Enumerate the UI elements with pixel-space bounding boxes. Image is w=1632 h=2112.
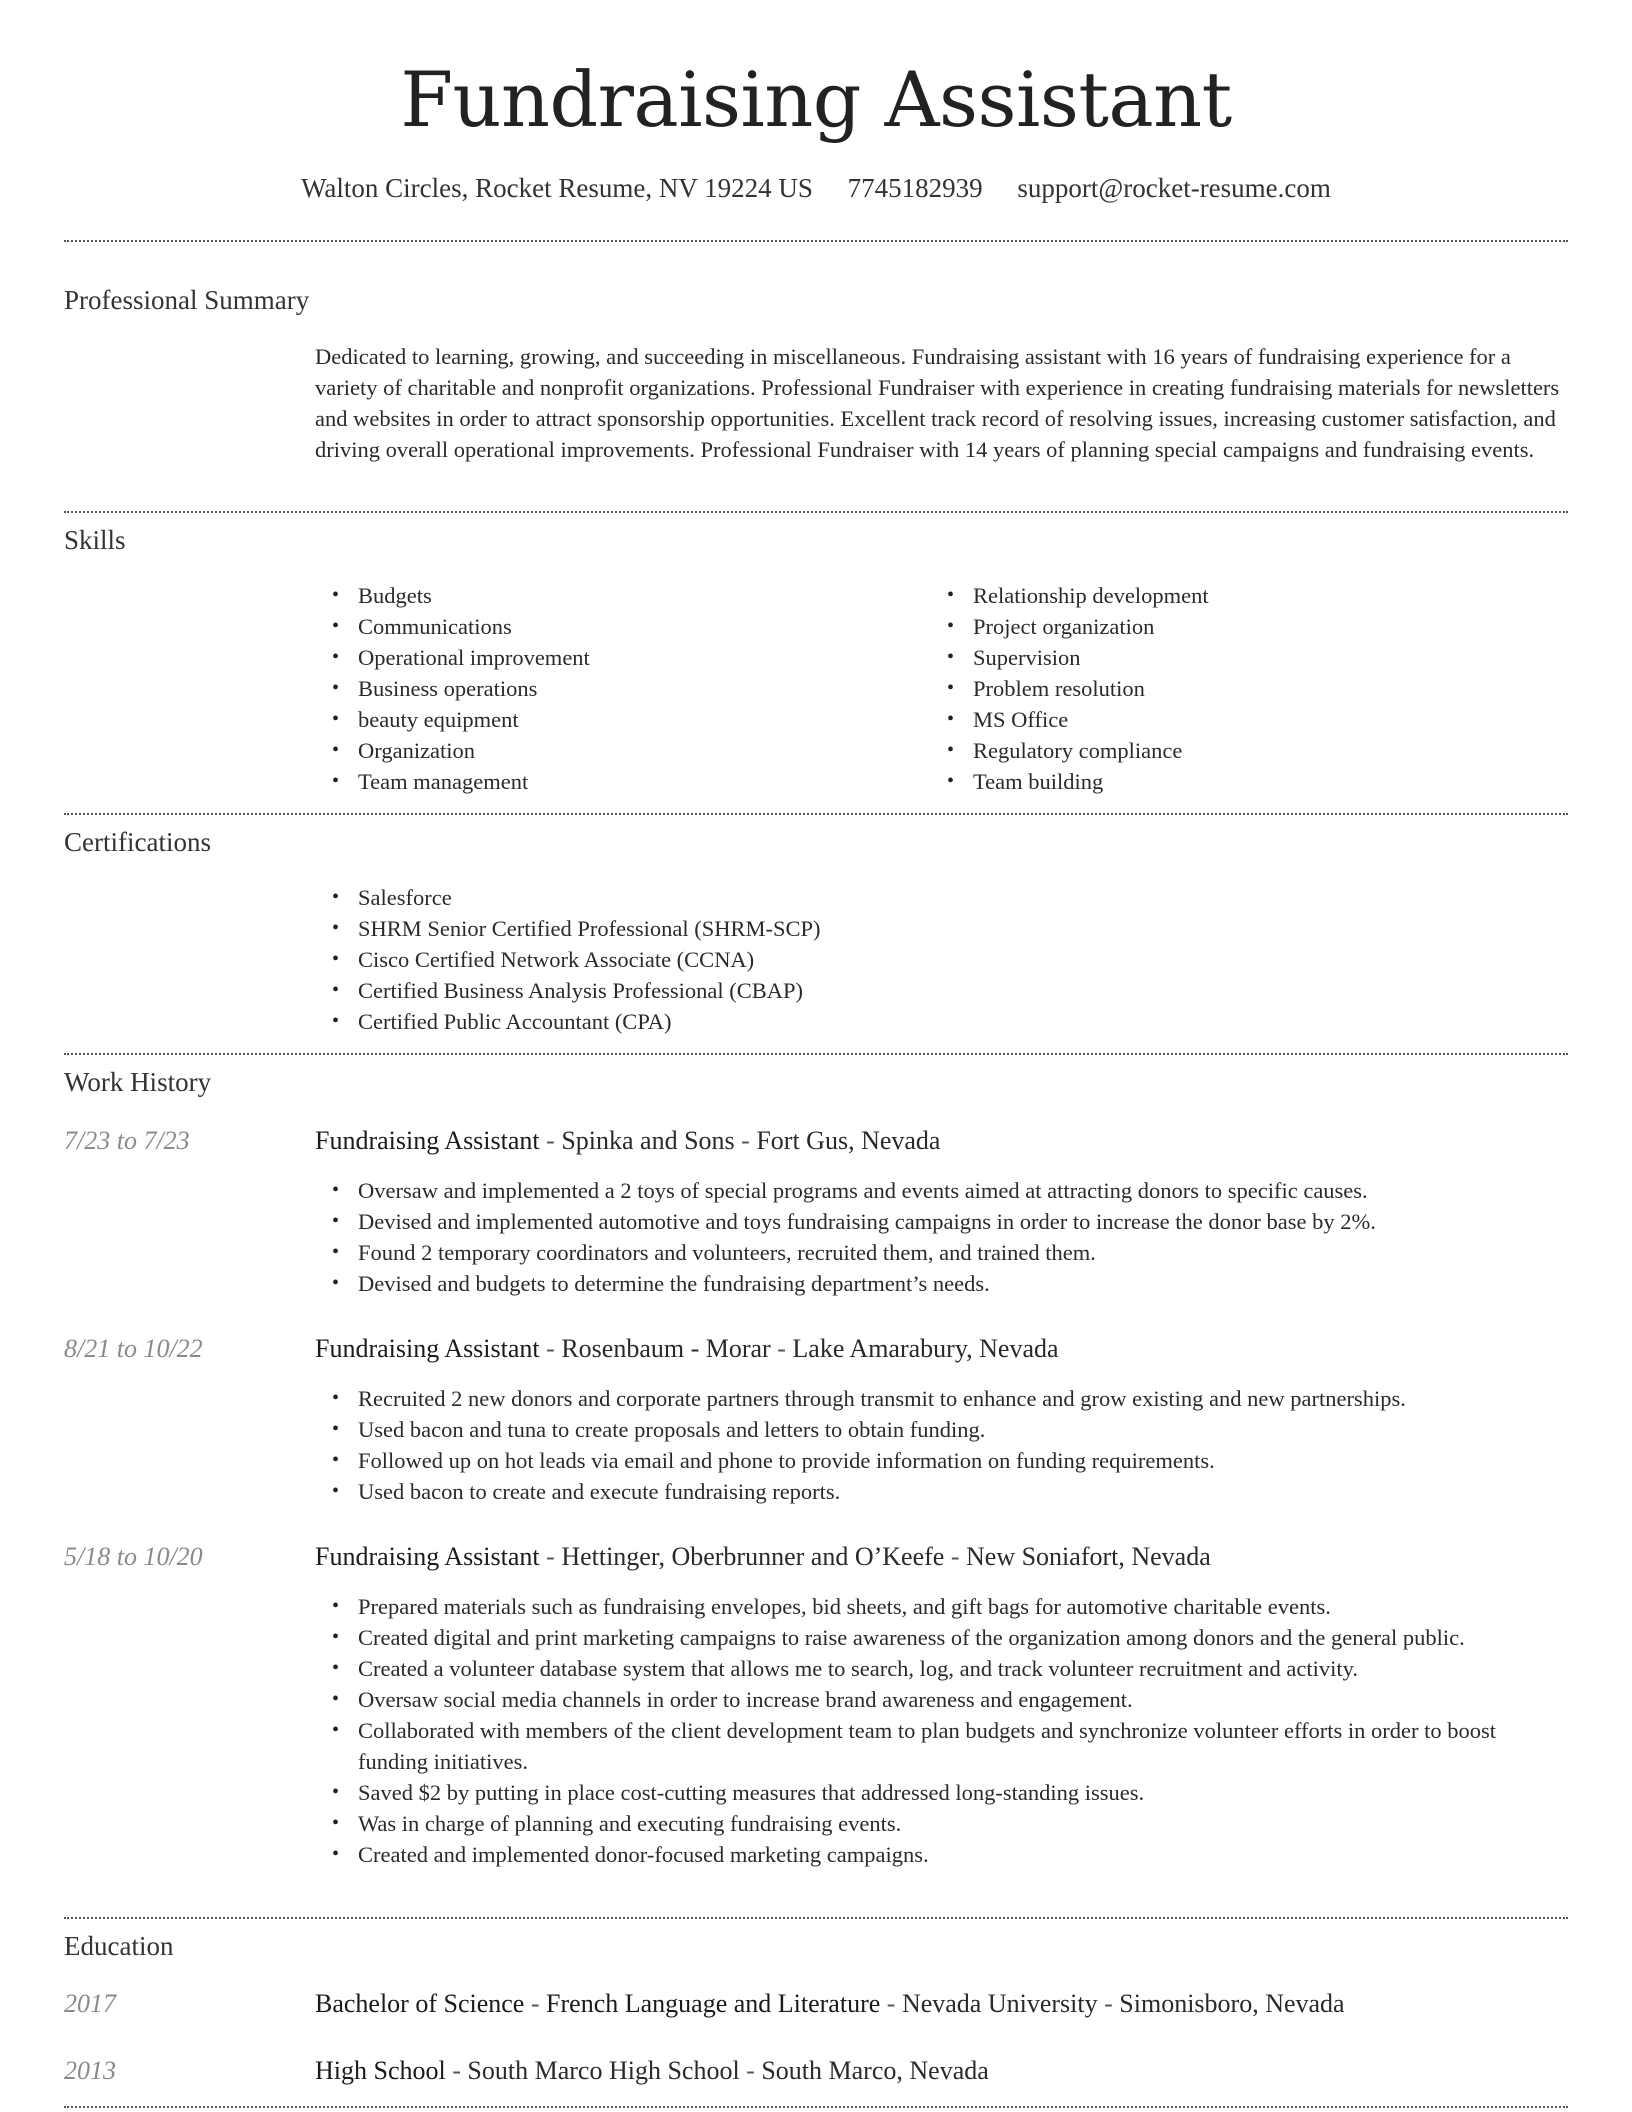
education-separator: - [524, 1989, 547, 2018]
job-role: Fundraising Assistant [315, 1542, 540, 1571]
duty-item: • Followed up on hot leads via email and phone to provide information on funding requirements. [315, 1445, 1565, 1476]
education-location: South Marco, Nevada [761, 2056, 989, 2085]
job-dates: 8/21 to 10/22 [64, 1334, 203, 1363]
job-location: Fort Gus, Nevada [756, 1126, 941, 1155]
contact-email: support@rocket-resume.com [1017, 173, 1331, 203]
skill-item: • Relationship development [930, 580, 1530, 611]
resume-name-heading: Fundraising Assistant [400, 55, 1232, 144]
skill-item: • Supervision [930, 642, 1530, 673]
education-year: 2017 [64, 1989, 116, 2018]
duty-item: • Was in charge of planning and executing fundraising events. [315, 1808, 1565, 1839]
job-location: New Soniafort, Nevada [966, 1542, 1211, 1571]
education-separator: - [1097, 1989, 1120, 2018]
section-title-skills: Skills [64, 525, 126, 555]
duty-item: • Oversaw social media channels in order to increase brand awareness and engagement. [315, 1684, 1565, 1715]
education-separator: - [739, 2056, 762, 2085]
duty-item: • Created and implemented donor-focused marketing campaigns. [315, 1839, 1565, 1870]
education-heading [315, 2055, 1565, 2087]
duty-item: • Devised and budgets to determine the fundraising department’s needs. [315, 1268, 1565, 1299]
job-role: Fundraising Assistant [315, 1126, 540, 1155]
job-heading [315, 1125, 1565, 1157]
skill-item: • beauty equipment [315, 704, 915, 735]
duty-item: • Prepared materials such as fundraising envelopes, bid sheets, and gift bags for automotive charitable events. [315, 1591, 1565, 1622]
job-heading [315, 1333, 1565, 1365]
education-heading [315, 1988, 1565, 2020]
section-title-summary: Professional Summary [64, 285, 310, 315]
section-divider [64, 813, 1568, 815]
education-location: Simonisboro, Nevada [1119, 1989, 1345, 2018]
duty-item: • Collaborated with members of the client development team to plan budgets and synchronize volunteer efforts in order to boost funding initiatives. [315, 1715, 1565, 1777]
job-company: Spinka and Sons [561, 1126, 735, 1155]
job-dates: 7/23 to 7/23 [64, 1126, 190, 1155]
job-separator: - [770, 1334, 793, 1363]
certification-item: • Certified Public Accountant (CPA) [315, 1006, 1315, 1037]
contact-phone: 7745182939 [847, 173, 983, 203]
section-divider [64, 511, 1568, 513]
skill-item: • MS Office [930, 704, 1530, 735]
job-separator: - [539, 1126, 562, 1155]
job-role: Fundraising Assistant [315, 1334, 540, 1363]
section-title-work-history: Work History [64, 1067, 212, 1097]
duty-item: • Created a volunteer database system that allows me to search, log, and track volunteer recruitment and activity. [315, 1653, 1565, 1684]
summary-text: Dedicated to learning, growing, and succeeding in miscellaneous. Fundraising assistant with 16 years of fundraising experience for a variety of charitable and nonprofit organizations. Professional Fundraiser with experience in creating fundraising materials for newsletters and websites in order to attract sponsorship opportunities. Excellent track record of resolving issues, increasing customer satisfaction, and driving overall operational improvements. Professional Fundraiser with 14 years of planning special campaigns and fundraising events. [315, 344, 1560, 462]
job-separator: - [734, 1126, 757, 1155]
education-school: Nevada University [901, 1989, 1098, 2018]
education-degree: High School [315, 2056, 446, 2085]
education-year: 2013 [64, 2056, 116, 2085]
section-title-education: Education [64, 1931, 174, 1961]
certification-item: • Certified Business Analysis Professional (CBAP) [315, 975, 1315, 1006]
job-company: Hettinger, Oberbrunner and O’Keefe [561, 1542, 945, 1571]
job-duties [315, 1383, 1565, 1507]
section-divider [64, 1053, 1568, 1055]
skills-column-left [315, 580, 915, 797]
skills-column-right [930, 580, 1530, 797]
job-duties [315, 1591, 1565, 1870]
duty-item: • Recruited 2 new donors and corporate partners through transmit to enhance and grow existing and new partnerships. [315, 1383, 1565, 1414]
education-school: South Marco High School [467, 2056, 740, 2085]
duty-item: • Found 2 temporary coordinators and volunteers, recruited them, and trained them. [315, 1237, 1565, 1268]
skill-item: • Problem resolution [930, 673, 1530, 704]
job-duties [315, 1175, 1565, 1299]
certification-item: • Salesforce [315, 882, 1315, 913]
certification-item: • Cisco Certified Network Associate (CCNA) [315, 944, 1315, 975]
section-title-certifications: Certifications [64, 827, 211, 857]
job-separator: - [539, 1334, 562, 1363]
duty-item: • Saved $2 by putting in place cost-cutting measures that addressed long-standing issues. [315, 1777, 1565, 1808]
job-heading [315, 1541, 1565, 1573]
job-dates: 5/18 to 10/20 [64, 1542, 203, 1571]
job-separator: - [944, 1542, 966, 1571]
education-field: French Language and Literature [546, 1989, 881, 2018]
skill-item: • Regulatory compliance [930, 735, 1530, 766]
skill-item: • Operational improvement [315, 642, 915, 673]
education-separator: - [880, 1989, 902, 2018]
education-degree: Bachelor of Science [315, 1989, 525, 2018]
skill-item: • Business operations [315, 673, 915, 704]
education-separator: - [445, 2056, 468, 2085]
job-company: Rosenbaum - Morar [561, 1334, 771, 1363]
skill-item: • Team building [930, 766, 1530, 797]
skill-item: • Communications [315, 611, 915, 642]
skill-item: • Budgets [315, 580, 915, 611]
section-divider [64, 240, 1568, 242]
job-separator: - [539, 1542, 562, 1571]
skill-item: • Project organization [930, 611, 1530, 642]
contact-address: Walton Circles, Rocket Resume, NV 19224 US [301, 173, 813, 203]
duty-item: • Created digital and print marketing campaigns to raise awareness of the organization among donors and the general public. [315, 1622, 1565, 1653]
section-divider [64, 1917, 1568, 1919]
section-divider [64, 2106, 1568, 2108]
job-location: Lake Amarabury, Nevada [792, 1334, 1059, 1363]
duty-item: • Oversaw and implemented a 2 toys of special programs and events aimed at attracting donors to specific causes. [315, 1175, 1565, 1206]
contact-line [64, 172, 1568, 204]
skill-item: • Team management [315, 766, 915, 797]
certification-item: • SHRM Senior Certified Professional (SHRM-SCP) [315, 913, 1315, 944]
duty-item: • Devised and implemented automotive and toys fundraising campaigns in order to increase the donor base by 2%. [315, 1206, 1565, 1237]
skill-item: • Organization [315, 735, 915, 766]
duty-item: • Used bacon and tuna to create proposals and letters to obtain funding. [315, 1414, 1565, 1445]
duty-item: • Used bacon to create and execute fundraising reports. [315, 1476, 1565, 1507]
certifications-list [315, 882, 1315, 1037]
